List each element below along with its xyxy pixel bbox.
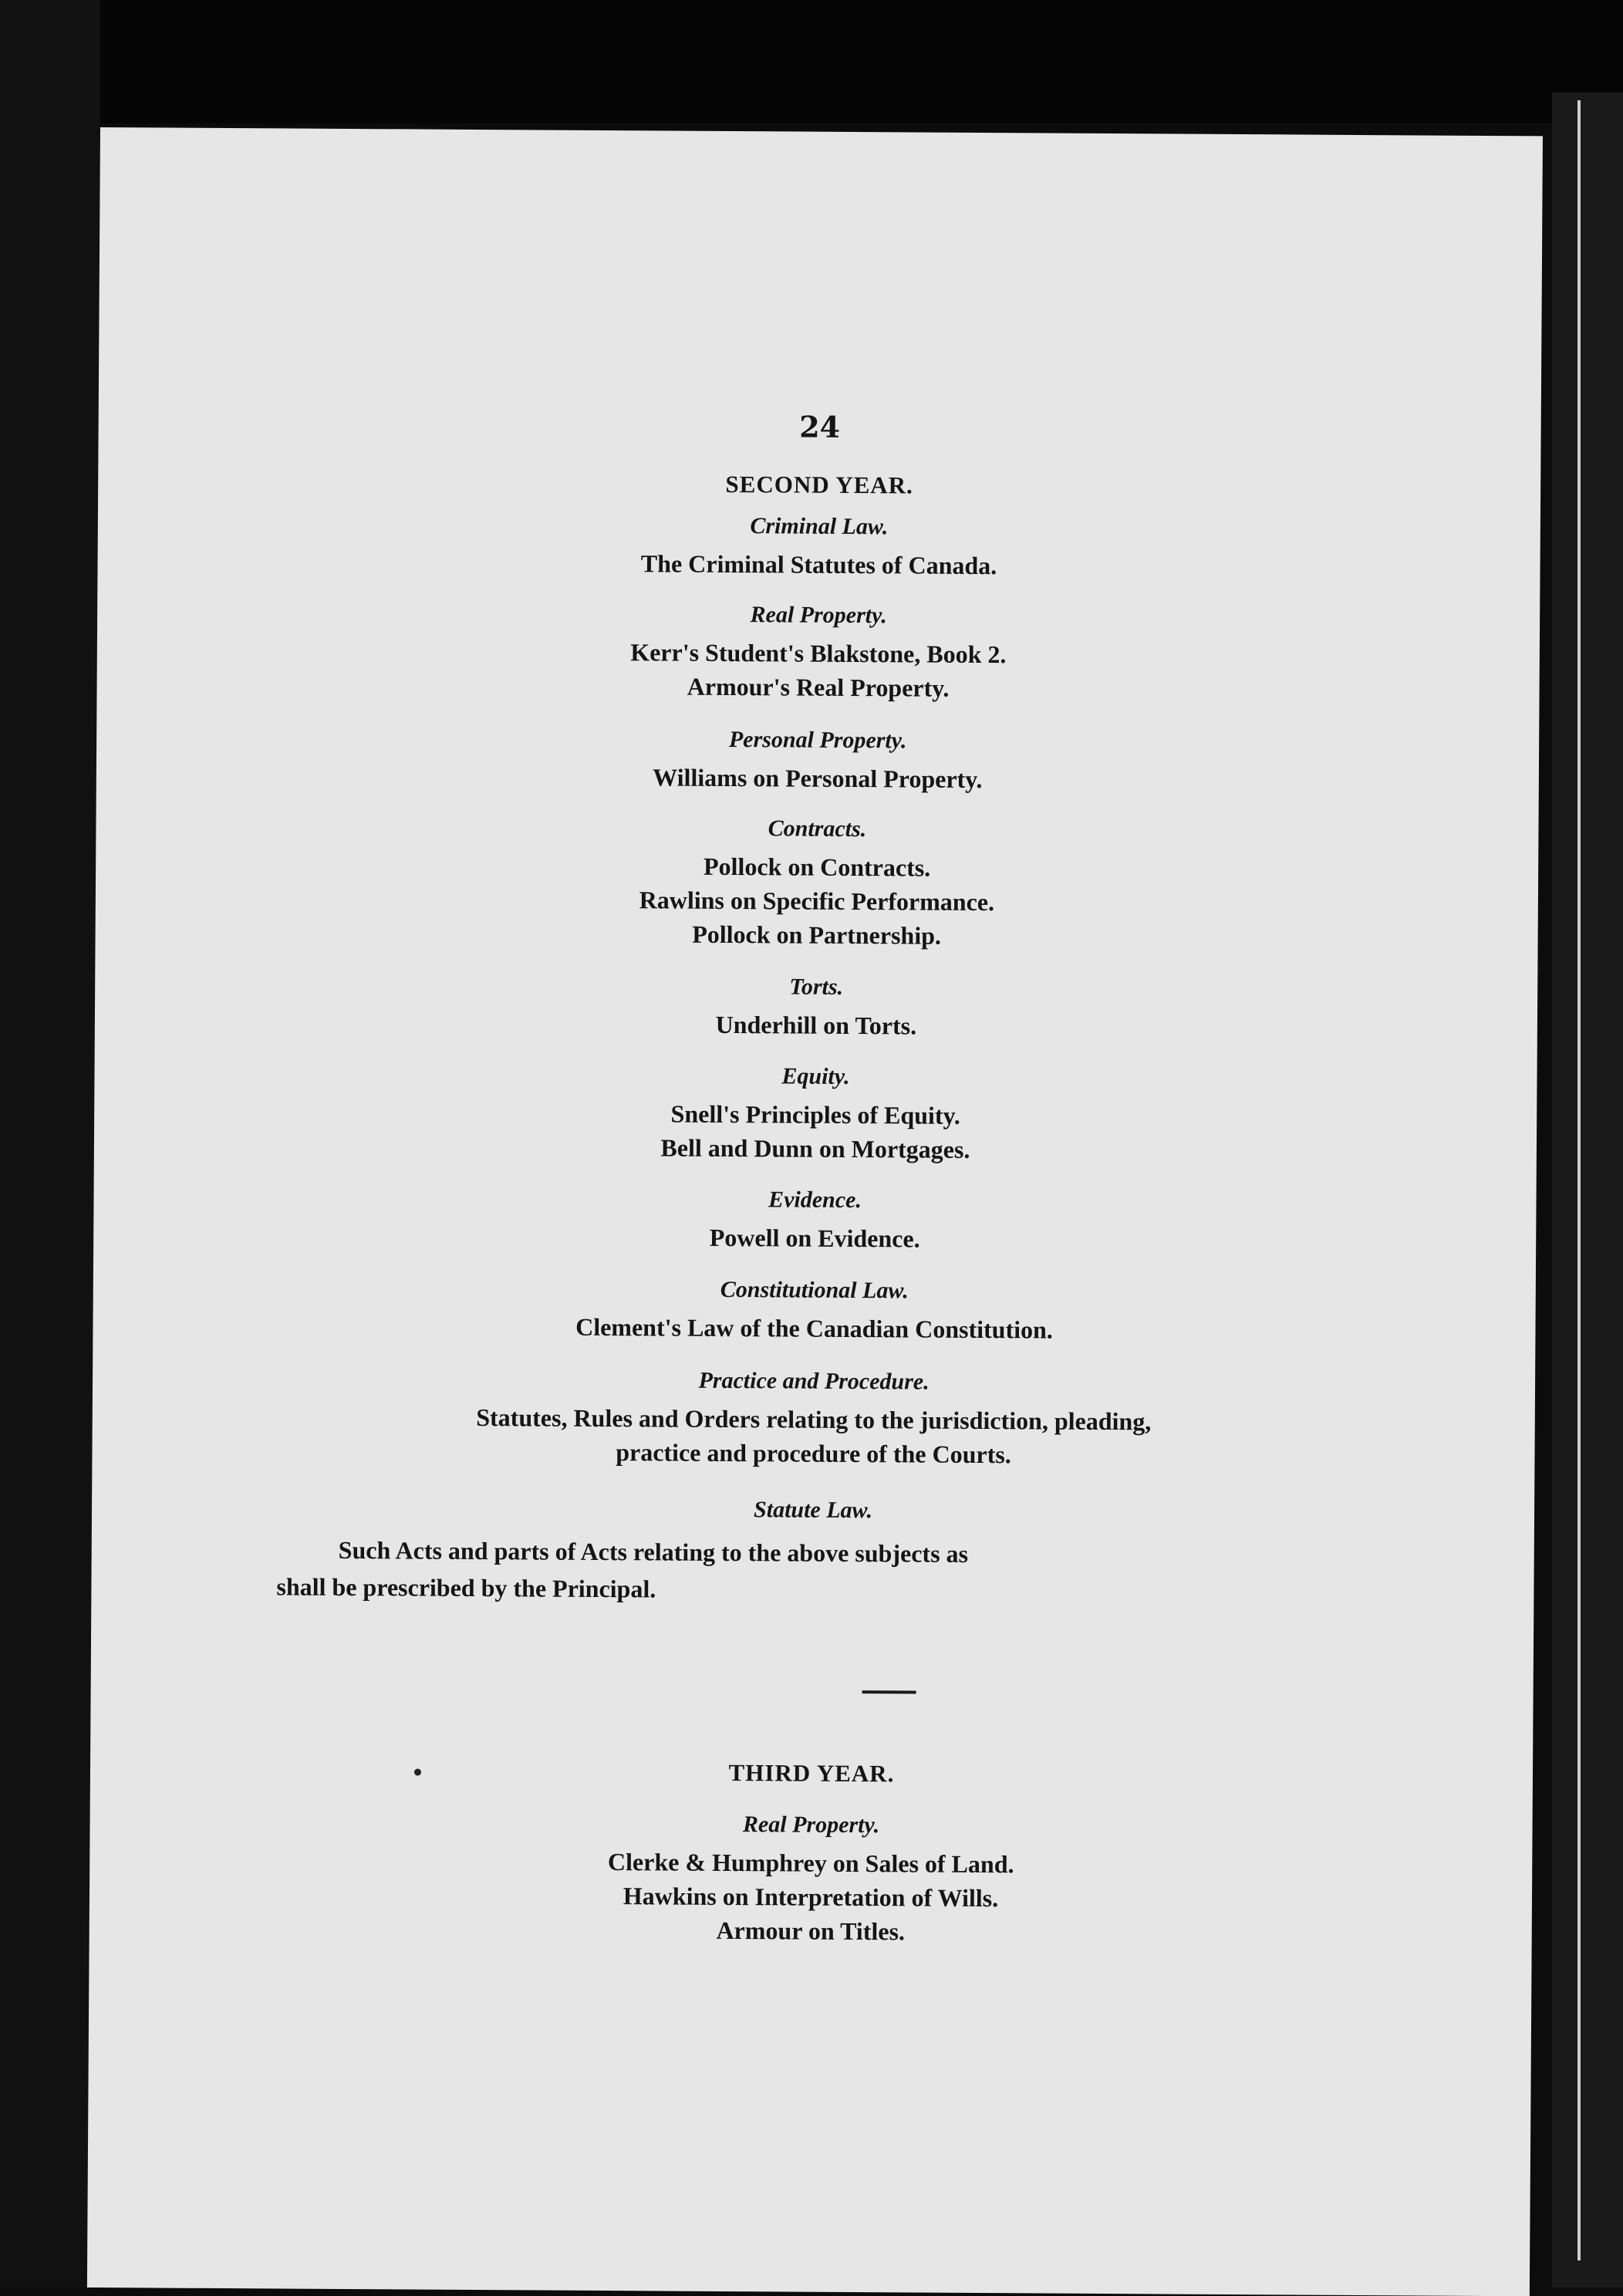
section-line: shall be prescribed by the Principal. xyxy=(276,1572,656,1603)
section-heading: Statute Law. xyxy=(754,1497,873,1524)
section-line: Pollock on Partnership. xyxy=(692,920,942,950)
section-third-real-property xyxy=(89,1808,1533,1952)
section-contracts xyxy=(96,812,1539,956)
section-line: The Criminal Statutes of Canada. xyxy=(640,549,997,580)
section-line: Armour's Real Property. xyxy=(687,672,950,702)
section-line: Underhill on Torts. xyxy=(715,1010,917,1040)
scan-speck xyxy=(414,1769,421,1776)
section-line: Armour on Titles. xyxy=(716,1916,906,1946)
section-heading: Real Property. xyxy=(742,1811,880,1838)
section-heading: Real Property. xyxy=(750,602,887,629)
section-line: Clerke & Humphrey on Sales of Land. xyxy=(607,1848,1014,1879)
third-year-title: THIRD YEAR. xyxy=(728,1759,895,1788)
section-line: Bell and Dunn on Mortgages. xyxy=(660,1133,970,1163)
section-heading: Practice and Procedure. xyxy=(698,1367,930,1395)
section-heading: Equity. xyxy=(781,1063,850,1089)
scan-top-border xyxy=(0,0,1623,123)
section-evidence xyxy=(93,1183,1537,1259)
section-statute-law xyxy=(92,1493,1534,1535)
section-line: Such Acts and parts of Acts relating to the above subjects as xyxy=(338,1535,969,1568)
page-text xyxy=(100,127,1543,1946)
section-real-property xyxy=(96,598,1540,708)
section-heading: Constitutional Law. xyxy=(720,1276,909,1304)
section-heading: Criminal Law. xyxy=(750,513,889,540)
section-line: Powell on Evidence. xyxy=(709,1223,920,1253)
section-line: Snell's Principles of Equity. xyxy=(670,1099,960,1129)
next-page-edge xyxy=(1577,100,1581,2261)
second-year-title: SECOND YEAR. xyxy=(725,470,913,499)
section-heading: Evidence. xyxy=(768,1187,862,1214)
section-criminal-law xyxy=(97,509,1540,586)
section-heading: Contracts. xyxy=(768,815,867,842)
section-line: Williams on Personal Property. xyxy=(653,763,983,794)
section-practice-procedure xyxy=(92,1364,1535,1474)
section-divider xyxy=(862,1690,916,1693)
section-constitutional-law xyxy=(93,1273,1536,1349)
statute-law-text xyxy=(276,1531,1388,1612)
page-number: 24 xyxy=(799,409,841,444)
section-line: Pollock on Contracts. xyxy=(703,852,931,882)
section-line: Rawlins on Specific Performance. xyxy=(639,886,995,917)
scan-right-border xyxy=(1552,93,1623,2288)
section-line: Clement's Law of the Canadian Constitution. xyxy=(575,1312,1053,1344)
section-line: practice and procedure of the Courts. xyxy=(616,1438,1011,1469)
section-torts xyxy=(95,970,1538,1046)
scan-left-border xyxy=(0,0,100,2288)
section-line: Kerr's Student's Blakstone, Book 2. xyxy=(630,638,1007,669)
section-equity xyxy=(94,1059,1537,1170)
section-personal-property xyxy=(96,723,1540,799)
section-line: Statutes, Rules and Orders relating to the jurisdiction, pleading, xyxy=(476,1403,1152,1436)
section-heading: Personal Property. xyxy=(728,726,907,754)
section-heading: Torts. xyxy=(789,974,844,1000)
document-page xyxy=(87,127,1543,2296)
section-line: Hawkins on Interpretation of Wills. xyxy=(623,1882,999,1913)
